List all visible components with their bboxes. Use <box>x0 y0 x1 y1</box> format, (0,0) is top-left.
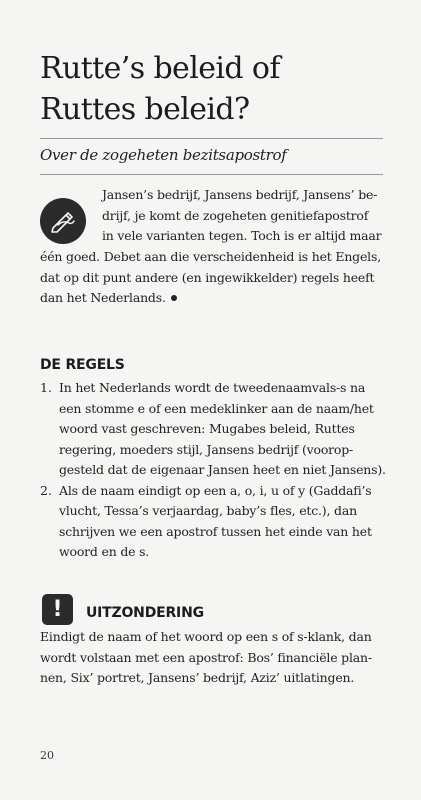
intro-line: één goed. Debet aan die verscheidenheid is het Engels, <box>40 249 381 264</box>
rule-text <box>59 378 386 481</box>
exception-heading: UITZONDERING <box>86 605 204 621</box>
rules-list <box>40 378 386 563</box>
rule-line: woord vast geschreven: Mugabes beleid, Ruttes <box>59 421 355 436</box>
title-line-1: Rutte’s beleid of <box>40 51 280 86</box>
intro-line-text: dan het Nederlands. <box>40 290 166 305</box>
intro-line: drijf, je komt de zogeheten genitiefapostrof <box>102 207 369 223</box>
exception-line: nen, Six’ portret, Jansens’ bedrijf, Aziz’ uitlatingen. <box>40 670 355 685</box>
intro-line-last <box>40 288 381 309</box>
rules-heading: DE REGELS <box>40 357 125 373</box>
rule-line: vlucht, Tessa’s verjaardag, baby’s fles, etc.), dan <box>59 503 357 518</box>
intro-paragraph-bottom <box>40 247 381 309</box>
exclamation-icon: ! <box>42 594 73 625</box>
rule-item <box>40 378 386 481</box>
intro-line: Jansen’s bedrijf, Jansens bedrijf, Jansens’ be- <box>102 187 378 202</box>
exception-line: Eindigt de naam of het woord op een s of s-klank, dan <box>40 629 372 644</box>
rule-item <box>40 481 386 563</box>
page-title <box>40 48 380 130</box>
rule-text <box>59 481 386 563</box>
rule-line: regering, moeders stijl, Jansens bedrijf (voorop- <box>59 441 354 457</box>
subtitle-divider <box>40 174 383 175</box>
rule-line: Als de naam eindigt op een a, o, i, u of y (Gaddafi’s <box>59 482 372 498</box>
exception-paragraph <box>40 627 372 689</box>
subtitle: Over de zogeheten bezitsapostrof <box>40 146 287 164</box>
pen-writing-icon <box>40 198 86 244</box>
intro-line: in vele varianten tegen. Toch is er altijd maar <box>102 228 382 243</box>
rule-line: In het Nederlands wordt de tweedenaamvals-s na <box>59 380 366 395</box>
rule-number: 1. <box>40 380 52 395</box>
title-divider <box>40 138 383 139</box>
exception-line: wordt volstaan met een apostrof: Bos’ financiële plan- <box>40 649 372 665</box>
rule-line: gesteld dat de eigenaar Jansen heet en niet Jansens). <box>59 462 386 477</box>
rule-number: 2. <box>40 482 52 498</box>
rule-line: een stomme e of een medeklinker aan de naam/het <box>59 400 374 416</box>
intro-paragraph-top <box>102 185 381 247</box>
rule-line: woord en de s. <box>59 544 150 559</box>
intro-line: dat op dit punt andere (en ingewikkelder) regels heeft <box>40 269 375 285</box>
rule-line: schrijven we een apostrof tussen het einde van het <box>59 523 372 539</box>
end-bullet <box>171 295 177 301</box>
page-number: 20 <box>40 749 54 762</box>
title-line-2: Ruttes beleid? <box>40 92 250 127</box>
